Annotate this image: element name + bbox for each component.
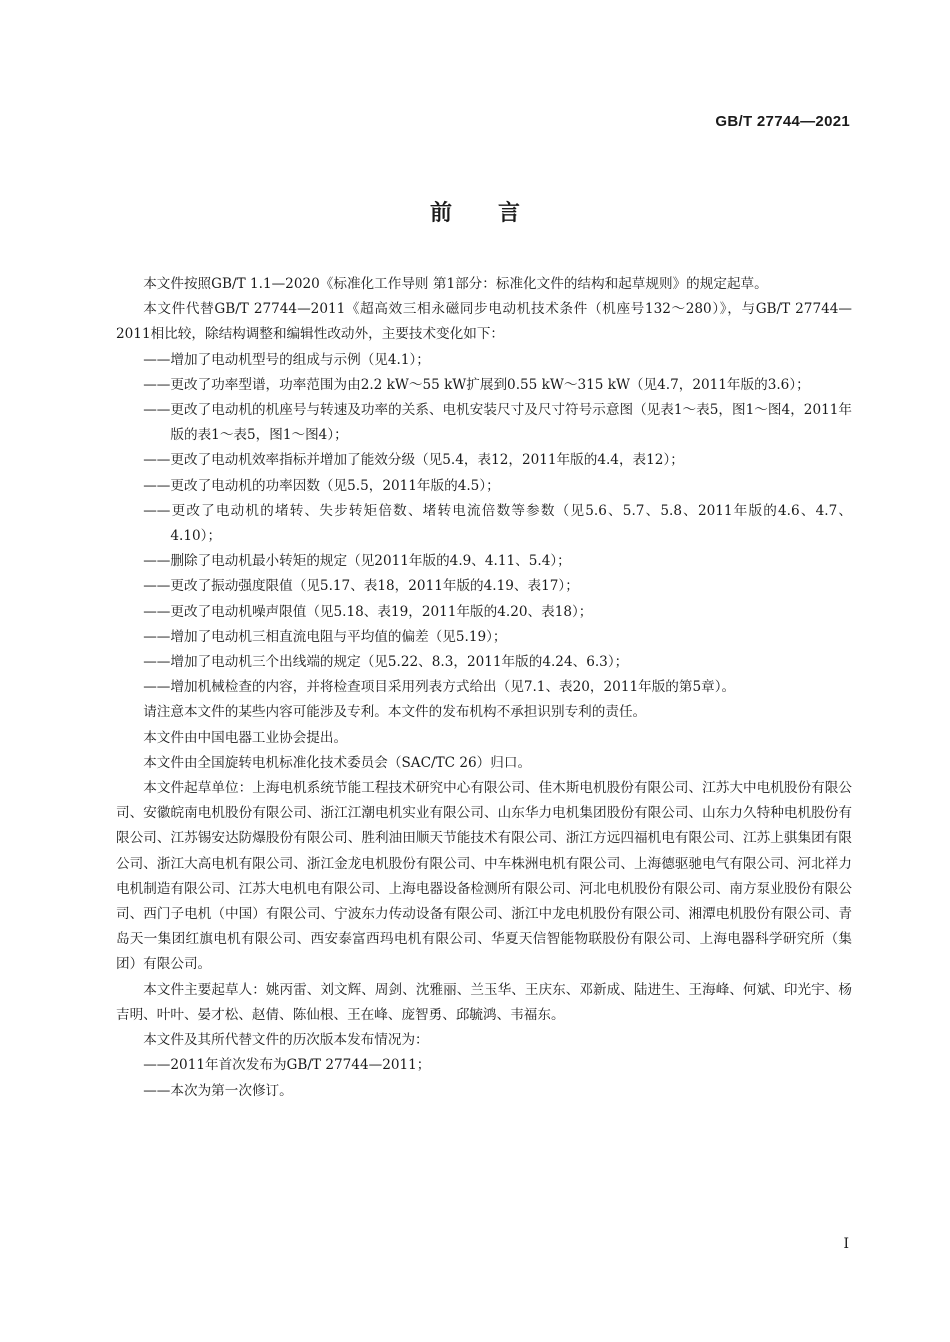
- paragraph-proposer: 本文件由中国电器工业协会提出。: [143, 729, 348, 746]
- change-item: ——增加了电动机三个出线端的规定（见5.22、8.3，2011年版的4.24、6.3）；: [143, 654, 629, 671]
- paragraph-drafting-units: 本文件起草单位：上海电机系统节能工程技术研究中心有限公司、佳木斯电机股份有限公司、江苏大中电机股份有限公司、安徽皖南电机股份有限公司、浙江江潮电机实业有限公司、山东华力电机集团股份有限公司、山东力久特种电机股份有限公司、江苏锡安达防爆股份有限公司、胜利油田顺天节能技术有限公司、浙江方远四福机电有限公司、江苏上骐集团有限公司、浙江大高电机有限公司、浙江金龙电机股份有限公司、中车株洲电机有限公司、上海德驱驰电气有限公司、河北祥力电机制造有限公司、江苏大电机电有限公司、上海电器设备检测所有限公司、河北电机股份有限公司、南方泵业股份有限公司、西门子电机（中国）有限公司、宁波东力传动设备有限公司、浙江中龙电机股份有限公司、湘潭电机股份有限公司、青岛天一集团红旗电机有限公司、西安泰富西玛电机有限公司、华夏天信智能物联股份有限公司、上海电器科学研究所（集团）有限公司。: [116, 780, 852, 973]
- paragraph-patent-notice: 请注意本文件的某些内容可能涉及专利。本文件的发布机构不承担识别专利的责任。: [143, 704, 647, 721]
- page-number: I: [843, 1236, 849, 1252]
- change-item: ——更改了功率型谱，功率范围为由2.2 kW～55 kW扩展到0.55 kW～315 kW（见4.7，2011年版的3.6）；: [143, 376, 810, 393]
- change-item: ——更改了电动机的堵转、失步转矩倍数、堵转电流倍数等参数（见5.6、5.7、5.8、2011年版的4.6、4.7、4.10）；: [143, 502, 852, 545]
- change-item: ——增加了电动机三相直流电阻与平均值的偏差（见5.19）；: [143, 628, 507, 645]
- change-item: ——增加了电动机型号的组成与示例（见4.1）；: [143, 351, 430, 368]
- change-item: ——更改了电动机效率指标并增加了能效分级（见5.4，表12，2011年版的4.4，表12）；: [143, 452, 684, 469]
- page-title: 前言: [429, 201, 566, 226]
- paragraph-committee: 本文件由全国旋转电机标准化技术委员会（SAC/TC 26）归口。: [143, 754, 532, 771]
- paragraph-drafters: 本文件主要起草人：姚丙雷、刘文辉、周剑、沈雅丽、兰玉华、王庆东、邓新成、陆进生、王海峰、何斌、印光宇、杨吉明、叶叶、晏才松、赵倩、陈仙根、王在峰、庞智勇、邱毓鸿、韦福东。: [116, 981, 852, 1023]
- foreword-body: [116, 272, 852, 1104]
- history-item: ——本次为第一次修订。: [143, 1082, 293, 1099]
- history-item: ——2011年首次发布为GB/T 27744—2011；: [143, 1057, 431, 1074]
- change-item: ——更改了振动强度限值（见5.17、表18，2011年版的4.19、表17）；: [143, 578, 579, 595]
- paragraph-version-history: 本文件及其所代替文件的历次版本发布情况为：: [143, 1032, 429, 1049]
- change-item: ——增加机械检查的内容，并将检查项目采用列表方式给出（见7.1、表20，2011年版的第5章）。: [143, 679, 736, 696]
- document-number: GB/T 27744—2021: [715, 113, 850, 130]
- change-item: ——删除了电动机最小转矩的规定（见2011年版的4.9、4.11、5.4）；: [143, 553, 571, 570]
- change-item: ——更改了电动机的功率因数（见5.5，2011年版的4.5）；: [143, 477, 500, 494]
- paragraph-drafting-rules: 本文件按照GB/T 1.1—2020《标准化工作导则 第1部分：标准化文件的结构和起草规则》的规定起草。: [143, 276, 768, 292]
- paragraph-replacement: 本文件代替GB/T 27744—2011《超高效三相永磁同步电动机技术条件（机座号132～280）》，与GB/T 27744—2011相比较，除结构调整和编辑性改动外，主要技术变化如下：: [116, 301, 852, 343]
- change-item: ——更改了电动机噪声限值（见5.18、表19，2011年版的4.20、表18）；: [143, 603, 593, 620]
- change-item: ——更改了电动机的机座号与转速及功率的关系、电机安装尺寸及尺寸符号示意图（见表1～表5，图1～图4，2011年版的表1～表5，图1～图4）；: [143, 402, 852, 444]
